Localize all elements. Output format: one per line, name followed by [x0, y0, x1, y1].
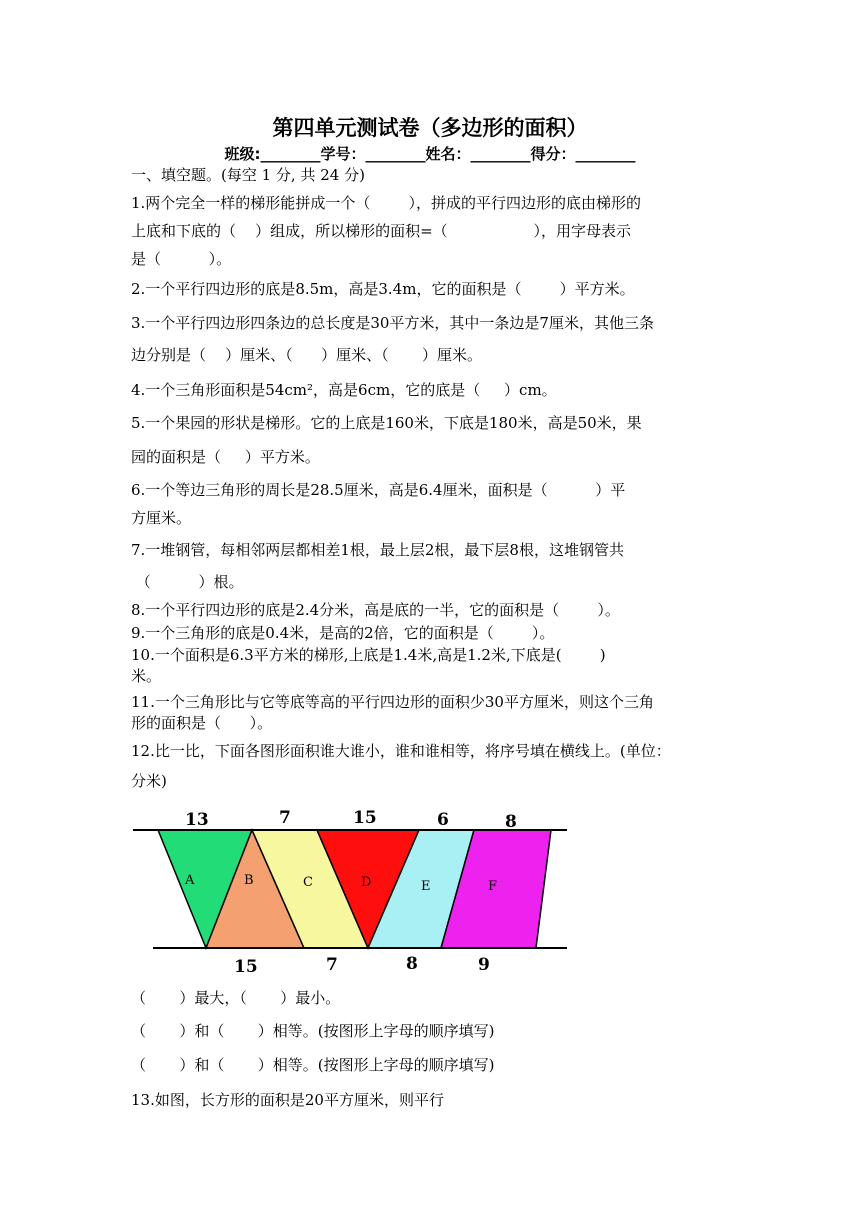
- shape-e-letter: E: [421, 879, 431, 894]
- q13-line: 13.如图，长方形的面积是20平方厘米，则平行: [131, 1091, 444, 1109]
- q5-line2: 园的面积是（ ）平方米。: [131, 448, 320, 466]
- q4-line: 4.一个三角形面积是54cm²，高是6cm，它的底是（ ）cm。: [131, 381, 557, 399]
- bottom-label-15: 15: [234, 957, 258, 977]
- page-title: 第四单元测试卷（多边形的面积）: [272, 116, 588, 140]
- shape-d-letter: D: [361, 875, 372, 890]
- q11-line2: 形的面积是（ ）。: [131, 714, 273, 732]
- answer-line-equal-1: （ ）和（ ）相等。(按图形上字母的顺序填写): [131, 1022, 495, 1040]
- top-label-13: 13: [185, 810, 209, 830]
- student-info-line: 班级:________学号：________姓名：________得分：________: [224, 145, 636, 163]
- q10-line2: 米。: [131, 667, 162, 685]
- answer-line-equal-2: （ ）和（ ）相等。(按图形上字母的顺序填写): [131, 1056, 495, 1074]
- q3-line1: 3.一个平行四边形四条边的总长度是30平方米，其中一条边是7厘米，其他三条: [131, 314, 654, 332]
- q2-line: 2.一个平行四边形的底是8.5m，高是3.4m，它的面积是（ ）平方米。: [131, 280, 635, 298]
- shape-a-letter: A: [185, 873, 195, 888]
- q3-line2: 边分别是（ ）厘米、（ ）厘米、（ ）厘米。: [131, 346, 483, 364]
- answer-line-largest-smallest: （ ）最大，（ ）最小。: [131, 989, 341, 1007]
- q9-line: 9.一个三角形的底是0.4米，是高的2倍，它的面积是（ ）。: [131, 624, 555, 642]
- q1-line1: 1.两个完全一样的梯形能拼成一个（ ），拼成的平行四边形的底由梯形的: [131, 194, 641, 212]
- q12-line2: 分米): [131, 772, 167, 790]
- shape-b-letter: B: [244, 873, 254, 888]
- q1-line2: 上底和下底的（ ）组成，所以梯形的面积=（ ），用字母表示: [131, 222, 631, 240]
- q5-line1: 5.一个果园的形状是梯形。它的上底是160米，下底是180米，高是50米，果: [131, 414, 642, 432]
- polygon-area-figure: [131, 800, 571, 980]
- q12-line1: 12.比一比，下面各图形面积谁大谁小，谁和谁相等，将序号填在横线上。(单位：: [131, 742, 671, 760]
- shape-c-letter: C: [303, 875, 313, 890]
- q6-line2: 方厘米。: [131, 509, 192, 527]
- q8-line: 8.一个平行四边形的底是2.4分米，高是底的一半，它的面积是（ ）。: [131, 601, 620, 619]
- top-label-6: 6: [437, 810, 449, 830]
- q10-line1: 10.一个面积是6.3平方米的梯形,上底是1.4米,高是1.2米,下底是( ): [131, 646, 606, 664]
- top-label-8: 8: [505, 812, 517, 832]
- bottom-label-9: 9: [478, 955, 490, 975]
- q11-line1: 11.一个三角形比与它等底等高的平行四边形的面积少30平方厘米，则这个三角: [131, 693, 654, 711]
- bottom-label-7: 7: [326, 955, 338, 975]
- q1-line3: 是（ ）。: [131, 250, 232, 268]
- section-heading: 一、填空题。(每空 1 分, 共 24 分): [131, 166, 365, 184]
- q7-line2: （ ）根。: [131, 573, 244, 591]
- top-label-7: 7: [279, 808, 291, 828]
- top-label-15: 15: [353, 808, 377, 828]
- q6-line1: 6.一个等边三角形的周长是28.5厘米，高是6.4厘米，面积是（ ）平: [131, 481, 626, 499]
- q7-line1: 7.一堆钢管，每相邻两层都相差1根，最上层2根，最下层8根，这堆钢管共: [131, 541, 624, 559]
- bottom-label-8: 8: [406, 954, 418, 974]
- shape-f-letter: F: [488, 879, 498, 894]
